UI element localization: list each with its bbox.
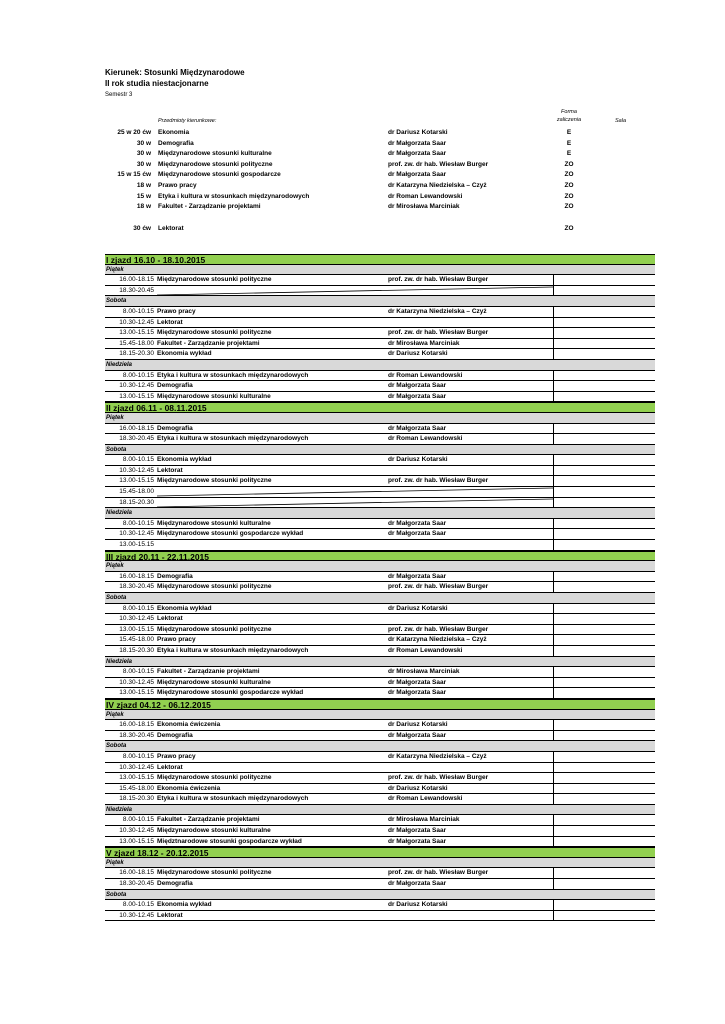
subject-form: ZO <box>564 181 574 189</box>
schedule-row <box>105 837 655 848</box>
day-header: Piątek <box>105 561 655 572</box>
subject-name: Etyka i kultura w stosunkach międzynarodowych <box>158 192 310 200</box>
subject-name: Międzynarodowe stosunki gospodarcze <box>158 171 281 179</box>
subject-name: Lektorat <box>158 225 184 233</box>
schedule-row <box>105 614 655 625</box>
subject-name: Ekonomia <box>158 129 190 136</box>
class-time: 8.00-10.15 <box>122 456 154 464</box>
subject-teacher: dr Roman Lewandowski <box>388 192 463 200</box>
class-subject: Etyka i kultura w stosunkach międzynarodowych <box>157 435 309 443</box>
subject-form: E <box>566 150 572 158</box>
class-teacher: dr Małgorzata Saar <box>388 519 447 527</box>
column-divider <box>553 731 554 741</box>
column-divider <box>553 307 554 317</box>
column-divider <box>553 879 554 889</box>
class-time: 10.30-12.45 <box>119 382 154 390</box>
class-teacher: dr Małgorzata Saar <box>388 530 447 538</box>
class-teacher: dr Dariusz Kotarski <box>388 456 448 464</box>
column-divider <box>553 900 554 910</box>
schedule-row <box>105 635 655 646</box>
schedule-row <box>105 572 655 583</box>
subject-teacher: dr Mirosława Marciniak <box>388 203 460 211</box>
class-time: 18.30-20.45 <box>119 880 154 888</box>
class-teacher: dr Małgorzata Saar <box>388 837 447 845</box>
day-header: Sobota <box>105 445 655 456</box>
class-teacher: dr Mirosława Marciniak <box>388 816 460 824</box>
subject-name: Demografia <box>158 139 194 147</box>
column-divider <box>553 720 554 730</box>
schedule-row <box>105 582 655 593</box>
schedule-row <box>105 434 655 445</box>
schedule-row <box>105 392 655 403</box>
subject-name: Międzynarodowe stosunki kulturalne <box>158 150 272 158</box>
class-subject: Międzynarodowe stosunki polityczne <box>157 583 272 591</box>
class-time: 16.00-18.15 <box>119 721 154 729</box>
schedule-row <box>105 868 655 879</box>
subject-hours: 30 ćw <box>133 225 151 233</box>
subject-form: E <box>566 139 572 147</box>
class-subject: Ekonomia wykład <box>157 901 212 909</box>
schedule-row <box>105 784 655 795</box>
column-divider <box>553 752 554 762</box>
schedule-row <box>105 763 655 774</box>
form-column-header <box>555 108 583 124</box>
class-time: 8.00-10.15 <box>122 752 154 760</box>
schedule-row <box>105 752 655 763</box>
subject-row <box>105 181 655 192</box>
class-teacher: dr Małgorzata Saar <box>388 678 447 686</box>
subject-row <box>105 224 655 246</box>
class-subject: Międzynarodowe stosunki kulturalne <box>157 678 271 686</box>
class-time: 15.45-18.00 <box>119 339 154 347</box>
class-subject: Ekonomia wykład <box>157 350 212 358</box>
class-time: 13.00-15.15 <box>119 689 154 697</box>
class-teacher: prof. zw. dr hab. Wiesław Burger <box>388 625 489 633</box>
class-teacher: dr Małgorzata Saar <box>388 731 447 739</box>
class-subject: Etyka i kultura w stosunkach międzynarodowych <box>157 646 309 654</box>
subject-row <box>105 149 655 160</box>
subject-row <box>105 202 655 224</box>
column-divider <box>553 826 554 836</box>
subject-hours: 15 w <box>136 192 151 200</box>
cancelled-slot-stroke <box>157 287 553 295</box>
schedule-row <box>105 667 655 678</box>
class-subject: Ekonomia ćwiczenia <box>157 784 221 792</box>
schedule-row <box>105 371 655 382</box>
class-subject: Etyka i kultura w stosunkach międzynarodowych <box>157 371 309 379</box>
class-time: 8.00-10.15 <box>122 816 154 824</box>
class-time: 13.00-15.15 <box>119 774 154 782</box>
class-time: 13.00-15.15 <box>119 329 154 337</box>
schedule-row <box>105 773 655 784</box>
day-header: Piątek <box>105 858 655 869</box>
field-of-study: Kierunek: Stosunki Międzynarodowe <box>105 68 245 77</box>
subject-teacher: dr Małgorzata Saar <box>388 139 447 147</box>
schedule-row <box>105 815 655 826</box>
class-time: 18.15-20.30 <box>119 646 154 654</box>
subject-teacher: dr Dariusz Kotarski <box>388 129 448 136</box>
column-divider <box>553 466 554 476</box>
class-time: 18.30-20.45 <box>119 583 154 591</box>
column-divider <box>553 794 554 804</box>
schedule-row <box>105 381 655 392</box>
class-teacher: dr Małgorzata Saar <box>388 382 447 390</box>
schedule-row <box>105 529 655 540</box>
class-teacher: dr Małgorzata Saar <box>388 827 447 835</box>
column-divider <box>553 424 554 434</box>
class-time: 18.30-20.45 <box>119 435 154 443</box>
class-subject: Międzynarodowe stosunki gospodarcze wykład <box>157 530 304 538</box>
schedule-row <box>105 731 655 742</box>
subject-teacher: dr Katarzyna Niedzielska – Czyż <box>388 181 487 189</box>
class-subject: Ekonomia wykład <box>157 604 212 612</box>
column-divider <box>553 815 554 825</box>
session-header: IV zjazd 04.12 - 06.12.2015 <box>105 699 655 710</box>
class-time: 18.15-20.30 <box>119 350 154 358</box>
column-divider <box>553 868 554 878</box>
schedule-row <box>105 349 655 360</box>
class-time: 10.30-12.45 <box>119 763 154 771</box>
class-subject: Międzynarodowe stosunki kulturalne <box>157 827 271 835</box>
cancelled-slot-stroke <box>157 499 553 507</box>
class-subject: Demografia <box>157 382 193 390</box>
day-header: Piątek <box>105 413 655 424</box>
schedule-row <box>105 688 655 699</box>
form-header-line1: Forma <box>561 109 577 115</box>
class-time: 15.45-18.00 <box>119 636 154 644</box>
class-subject: Demografia <box>157 572 193 580</box>
subject-form: ZO <box>564 160 574 168</box>
schedule-row <box>105 286 655 297</box>
schedule-row <box>105 275 655 286</box>
study-year: II rok studia niestacjonarne <box>105 79 209 88</box>
subject-hours: 18 w <box>136 203 151 211</box>
class-teacher: prof. zw. dr hab. Wiesław Burger <box>388 869 489 877</box>
document-header <box>105 67 245 99</box>
class-teacher: dr Katarzyna Niedzielska – Czyż <box>388 752 487 760</box>
column-divider <box>553 784 554 794</box>
schedule-row <box>105 879 655 890</box>
column-divider <box>553 476 554 486</box>
class-subject: Międzynarodowe stosunki kulturalne <box>157 519 271 527</box>
schedule-row <box>105 307 655 318</box>
column-divider <box>553 349 554 359</box>
class-subject: Prawo pracy <box>157 636 196 644</box>
column-divider <box>553 688 554 698</box>
column-divider <box>553 604 554 614</box>
class-time: 8.00-10.15 <box>122 668 154 676</box>
class-subject: Lektorat <box>157 911 183 919</box>
class-subject: Międzynarodowe stosunki polityczne <box>157 329 272 337</box>
day-header: Niedziela <box>105 508 655 519</box>
class-time: 8.00-10.15 <box>122 901 154 909</box>
class-teacher: dr Mirosława Marciniak <box>388 668 460 676</box>
class-teacher: dr Małgorzata Saar <box>388 572 447 580</box>
subject-hours: 18 w <box>136 181 151 189</box>
class-subject: Ekonomia ćwiczenia <box>157 721 221 729</box>
day-header: Sobota <box>105 296 655 307</box>
column-divider <box>553 392 554 402</box>
column-divider <box>553 773 554 783</box>
subject-teacher: dr Małgorzata Saar <box>388 171 447 179</box>
class-subject: Międzynarodowe stosunki polityczne <box>157 276 272 284</box>
class-subject: Lektorat <box>157 615 183 623</box>
schedule-row <box>105 540 655 551</box>
class-teacher: prof. zw. dr hab. Wiesław Burger <box>388 329 489 337</box>
column-divider <box>553 667 554 677</box>
session-header: I zjazd 16.10 - 18.10.2015 <box>105 254 655 265</box>
class-subject: Demografia <box>157 424 193 432</box>
schedule-row <box>105 604 655 615</box>
class-teacher: dr Małgorzata Saar <box>388 424 447 432</box>
subject-form: E <box>566 129 572 136</box>
subject-hours: 15 w 15 ćw <box>117 171 151 179</box>
schedule-row <box>105 466 655 477</box>
column-divider <box>553 572 554 582</box>
subject-teacher: dr Małgorzata Saar <box>388 150 447 158</box>
class-time: 16.00-18.15 <box>119 572 154 580</box>
class-teacher: prof. zw. dr hab. Wiesław Burger <box>388 477 489 485</box>
schedule-table <box>105 254 655 921</box>
class-teacher: dr Mirosława Marciniak <box>388 339 460 347</box>
class-time: 8.00-10.15 <box>122 307 154 315</box>
day-header: Piątek <box>105 265 655 276</box>
column-divider <box>553 339 554 349</box>
class-time: 16.00-18.15 <box>119 424 154 432</box>
column-divider <box>553 529 554 539</box>
schedule-row <box>105 455 655 466</box>
schedule-row <box>105 794 655 805</box>
column-divider <box>553 582 554 592</box>
subjects-column-header: Przedmioty kierunkowe: <box>158 118 217 124</box>
class-teacher: dr Katarzyna Niedzielska – Czyż <box>388 636 487 644</box>
column-divider <box>553 646 554 656</box>
column-divider <box>553 625 554 635</box>
class-teacher: dr Dariusz Kotarski <box>388 721 448 729</box>
column-divider <box>553 519 554 529</box>
subject-name: Fakultet - Zarządzanie projektami <box>158 203 261 211</box>
class-time: 8.00-10.15 <box>122 519 154 527</box>
subject-teacher: prof. zw. dr hab. Wiesław Burger <box>388 160 489 168</box>
schedule-row <box>105 911 655 922</box>
session-header: II zjazd 06.11 - 08.11.2015 <box>105 402 655 413</box>
class-teacher: dr Roman Lewandowski <box>388 435 463 443</box>
class-subject: Prawo pracy <box>157 307 196 315</box>
day-header: Niedziela <box>105 657 655 668</box>
class-time: 10.30-12.45 <box>119 911 154 919</box>
schedule-row <box>105 424 655 435</box>
schedule-row <box>105 328 655 339</box>
subject-row <box>105 139 655 150</box>
subject-hours: 25 w 20 ćw <box>117 129 151 136</box>
class-teacher: dr Roman Lewandowski <box>388 646 463 654</box>
subject-row <box>105 160 655 171</box>
class-time: 18.15-20.30 <box>119 498 154 506</box>
subjects-rows <box>105 128 655 246</box>
class-time: 18.15-20.30 <box>119 795 154 803</box>
class-teacher: dr Małgorzata Saar <box>388 689 447 697</box>
class-time: 13.00-15.15 <box>119 541 154 549</box>
class-teacher: dr Małgorzata Saar <box>388 392 447 400</box>
schedule-row <box>105 498 655 509</box>
class-subject: Lektorat <box>157 763 183 771</box>
class-subject: Demografia <box>157 880 193 888</box>
class-time: 18.30-20.45 <box>119 731 154 739</box>
class-subject: Etyka i kultura w stosunkach międzynarodowych <box>157 795 309 803</box>
schedule-row <box>105 625 655 636</box>
column-divider <box>553 635 554 645</box>
schedule-row <box>105 487 655 498</box>
schedule-row <box>105 900 655 911</box>
class-time: 10.30-12.45 <box>119 530 154 538</box>
class-subject: Międzynarodowe stosunki kulturalne <box>157 392 271 400</box>
column-divider <box>553 540 554 550</box>
schedule-row <box>105 476 655 487</box>
class-teacher: dr Roman Lewandowski <box>388 371 463 379</box>
room-column-header: Sala <box>615 118 627 124</box>
cancelled-slot-line <box>155 498 555 509</box>
class-subject: Demografia <box>157 731 193 739</box>
day-header: Niedziela <box>105 805 655 816</box>
form-header-line2: zaliczenia <box>556 117 582 123</box>
semester: Semestr 3 <box>105 92 133 98</box>
class-time: 13.00-15.15 <box>119 837 154 845</box>
class-time: 8.00-10.15 <box>122 604 154 612</box>
class-subject: Międzynarodowe stosunki polityczne <box>157 477 272 485</box>
cancelled-slot-line <box>155 286 555 297</box>
class-subject: Międztnarodowe stosunki gospodarcze wykład <box>157 837 302 845</box>
class-teacher: dr Dariusz Kotarski <box>388 901 448 909</box>
class-time: 10.30-12.45 <box>119 615 154 623</box>
schedule-row <box>105 678 655 689</box>
class-time: 13.00-15.15 <box>119 392 154 400</box>
schedule-row <box>105 826 655 837</box>
column-divider <box>553 381 554 391</box>
class-time: 13.00-15.15 <box>119 625 154 633</box>
column-divider <box>553 614 554 624</box>
subject-form: ZO <box>564 225 574 233</box>
class-subject: Międzynarodowe stosunki gospodarcze wykład <box>157 689 304 697</box>
class-time: 18.30-20.45 <box>119 286 154 294</box>
class-subject: Prawo pracy <box>157 752 196 760</box>
column-divider <box>553 678 554 688</box>
class-subject: Międzynarodowe stosunki polityczne <box>157 869 272 877</box>
class-subject: Ekonomia wykład <box>157 456 212 464</box>
subject-form: ZO <box>564 203 574 211</box>
class-subject: Fakultet - Zarządzanie projektami <box>157 668 260 676</box>
day-header: Sobota <box>105 741 655 752</box>
subject-row <box>105 170 655 181</box>
session-header: V zjazd 18.12 - 20.12.2015 <box>105 847 655 858</box>
column-divider <box>553 434 554 444</box>
class-teacher: prof. zw. dr hab. Wiesław Burger <box>388 276 489 284</box>
column-divider <box>553 371 554 381</box>
class-subject: Fakultet - Zarządzanie projektami <box>157 339 260 347</box>
class-teacher: dr Dariusz Kotarski <box>388 784 448 792</box>
class-time: 13.00-15.15 <box>119 477 154 485</box>
schedule-row <box>105 646 655 657</box>
class-time: 8.00-10.15 <box>122 371 154 379</box>
class-teacher: prof. zw. dr hab. Wiesław Burger <box>388 583 489 591</box>
cancelled-slot-stroke <box>157 488 553 496</box>
class-subject: Międzynarodowe stosunki polityczne <box>157 774 272 782</box>
class-time: 16.00-18.15 <box>119 276 154 284</box>
schedule-row <box>105 318 655 329</box>
class-time: 10.30-12.45 <box>119 678 154 686</box>
class-teacher: prof. zw. dr hab. Wiesław Burger <box>388 774 489 782</box>
class-time: 10.30-12.45 <box>119 827 154 835</box>
class-teacher: dr Roman Lewandowski <box>388 795 463 803</box>
class-subject: Międzynarodowe stosunki polityczne <box>157 625 272 633</box>
day-header: Sobota <box>105 593 655 604</box>
subjects-table <box>105 108 655 246</box>
subject-name: Prawo pracy <box>158 181 197 189</box>
class-teacher: dr Dariusz Kotarski <box>388 350 448 358</box>
column-divider <box>553 911 554 921</box>
subject-hours: 30 w <box>136 160 151 168</box>
day-header: Sobota <box>105 890 655 901</box>
column-divider <box>553 837 554 847</box>
column-divider <box>553 763 554 773</box>
class-time: 15.45-18.00 <box>119 488 154 496</box>
subject-name: Międzynarodowe stosunki polityczne <box>158 160 273 168</box>
column-divider <box>553 455 554 465</box>
column-divider <box>553 275 554 285</box>
subject-row <box>105 192 655 203</box>
class-time: 16.00-18.15 <box>119 869 154 877</box>
day-header: Niedziela <box>105 360 655 371</box>
day-header: Piątek <box>105 710 655 721</box>
class-time: 10.30-12.45 <box>119 466 154 474</box>
column-divider <box>553 328 554 338</box>
class-teacher: dr Dariusz Kotarski <box>388 604 448 612</box>
class-subject: Lektorat <box>157 318 183 326</box>
schedule-row <box>105 339 655 350</box>
cancelled-slot-line <box>155 487 555 498</box>
schedule-row <box>105 720 655 731</box>
column-divider <box>553 318 554 328</box>
subjects-header <box>105 108 655 128</box>
schedule-row <box>105 519 655 530</box>
class-time: 15.45-18.00 <box>119 784 154 792</box>
subject-hours: 30 w <box>136 150 151 158</box>
session-header: III zjazd 20.11 - 22.11.2015 <box>105 551 655 562</box>
subject-hours: 30 w <box>136 139 151 147</box>
class-subject: Lektorat <box>157 466 183 474</box>
subject-form: ZO <box>564 192 574 200</box>
subject-form: ZO <box>564 171 574 179</box>
class-teacher: dr Małgorzata Saar <box>388 880 447 888</box>
class-subject: Fakultet - Zarządzanie projektami <box>157 816 260 824</box>
class-teacher: dr Katarzyna Niedzielska – Czyż <box>388 307 487 315</box>
subject-row <box>105 128 655 139</box>
class-time: 10.30-12.45 <box>119 318 154 326</box>
